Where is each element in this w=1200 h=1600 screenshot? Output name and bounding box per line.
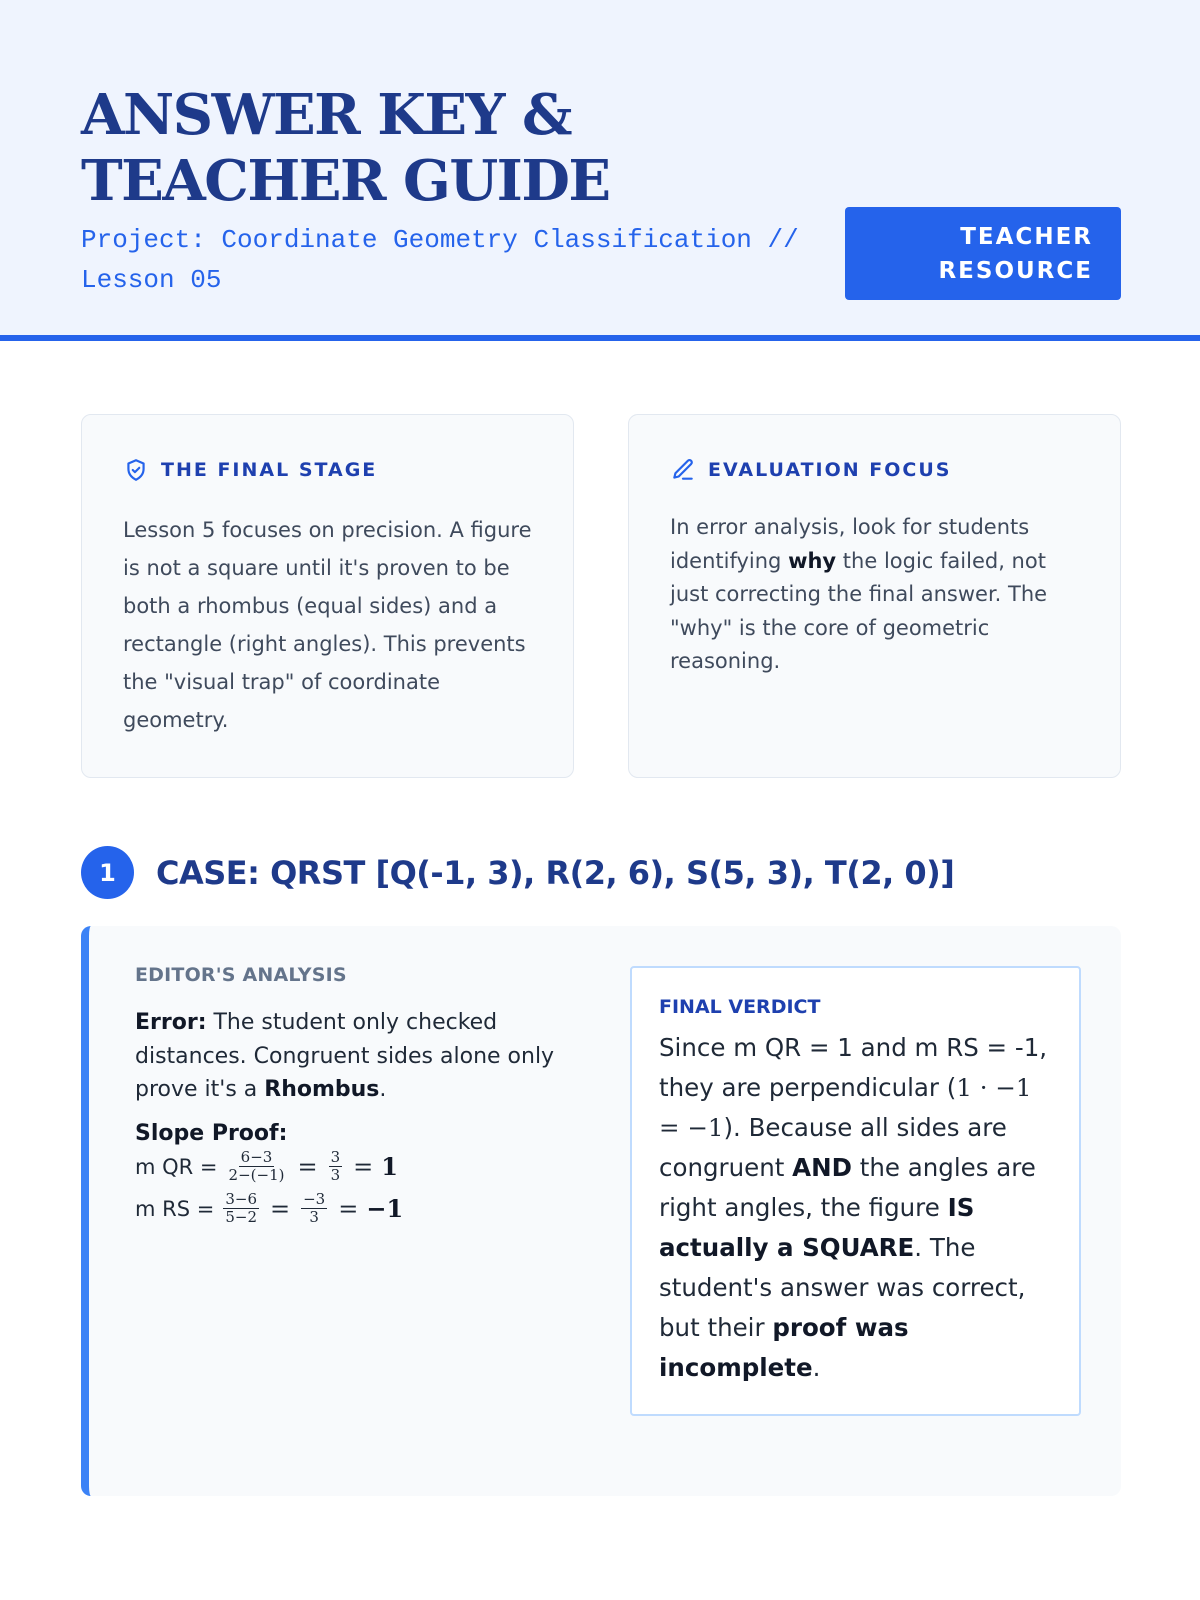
fraction-denominator: 3	[330, 1166, 341, 1184]
body-emphasis: why	[788, 548, 837, 573]
error-label: Error:	[135, 1010, 207, 1035]
body-text: the logic failed, not just correcting the final answer. The "why" is the core of geometric reasoning.	[670, 548, 1048, 673]
verdict-math: 1 · −1 = −1	[659, 1073, 1032, 1142]
fraction-denominator: 5−2	[225, 1208, 257, 1226]
teacher-resource-badge: TEACHER RESOURCE	[845, 207, 1121, 300]
error-text: The student only checked distances. Congruent sides alone only prove it's a	[135, 1010, 555, 1102]
fraction-numerator: 6−3	[240, 1148, 273, 1166]
simplified-fraction	[301, 1191, 327, 1226]
pencil-icon	[670, 457, 696, 483]
equals-sign: =	[269, 1194, 291, 1223]
slope-equation	[135, 1188, 575, 1230]
case-number-badge: 1	[81, 846, 134, 899]
slope-result: 1	[381, 1152, 398, 1181]
final-stage-card	[81, 414, 574, 778]
analysis-label: EDITOR'S ANALYSIS	[135, 964, 347, 986]
verdict-label: FINAL VERDICT	[659, 996, 821, 1018]
shield-check-icon	[123, 457, 149, 483]
verdict-emphasis: IS actually a SQUARE	[659, 1193, 975, 1262]
fraction-numerator: 3	[330, 1148, 341, 1166]
error-emphasis: Rhombus	[264, 1077, 380, 1102]
case-heading	[81, 846, 954, 899]
case-panel	[81, 926, 1121, 1496]
error-end: .	[379, 1077, 387, 1102]
card-header	[670, 457, 952, 483]
slope-proof-label: Slope Proof:	[135, 1120, 288, 1146]
page-header	[0, 0, 1200, 341]
case-title: CASE: QRST [Q(-1, 3), R(2, 6), S(5, 3), T(2, 0)]	[156, 853, 955, 892]
verdict-text: Since m QR = 1 and m RS = -1, they are perpendicular (	[659, 1033, 1048, 1102]
slope-equation	[135, 1146, 575, 1188]
slope-fraction	[227, 1149, 287, 1184]
fraction-denominator: 2−(−1)	[228, 1166, 285, 1184]
slope-fraction	[223, 1191, 259, 1226]
verdict-text: . The student's answer was correct, but their	[659, 1233, 1026, 1342]
verdict-text: the angles are right angles, the figure	[659, 1153, 1036, 1222]
verdict-text: ). Because all sides are congruent	[659, 1113, 1007, 1182]
slope-lhs: m QR =	[135, 1154, 218, 1179]
card-title: EVALUATION FOCUS	[708, 459, 952, 481]
slope-lhs: m RS =	[135, 1196, 215, 1221]
equals-sign: =	[297, 1152, 318, 1181]
error-description	[135, 1006, 575, 1107]
card-header	[123, 457, 377, 483]
editors-analysis	[135, 964, 575, 1230]
card-body	[670, 511, 1090, 679]
page-subtitle: Project: Coordinate Geometry Classification // Lesson 05	[81, 225, 799, 295]
card-title: THE FINAL STAGE	[161, 459, 378, 481]
final-verdict-box	[630, 966, 1081, 1416]
verdict-body	[659, 1028, 1059, 1388]
body-text: In error analysis, look for students identifying	[670, 515, 1030, 573]
slope-result: −1	[366, 1194, 404, 1223]
fraction-numerator: 3−6	[225, 1190, 257, 1208]
equals-sign: =	[353, 1152, 374, 1181]
verdict-emphasis: AND	[792, 1153, 852, 1182]
verdict-emphasis: proof was incomplete	[659, 1313, 909, 1382]
equals-sign: =	[338, 1194, 359, 1223]
evaluation-focus-card	[628, 414, 1121, 778]
fraction-denominator: 3	[309, 1208, 319, 1226]
page-title: ANSWER KEY & TEACHER GUIDE	[81, 82, 610, 214]
verdict-text: .	[812, 1353, 821, 1382]
card-body: Lesson 5 focuses on precision. A figure is not a square until it's proven to be both a rhombus (equal sides) and a rectangle (right angles). This prevents the "visual trap" of coordinate geometry.	[123, 518, 532, 732]
simplified-fraction	[329, 1149, 343, 1184]
fraction-numerator: −3	[303, 1190, 326, 1208]
